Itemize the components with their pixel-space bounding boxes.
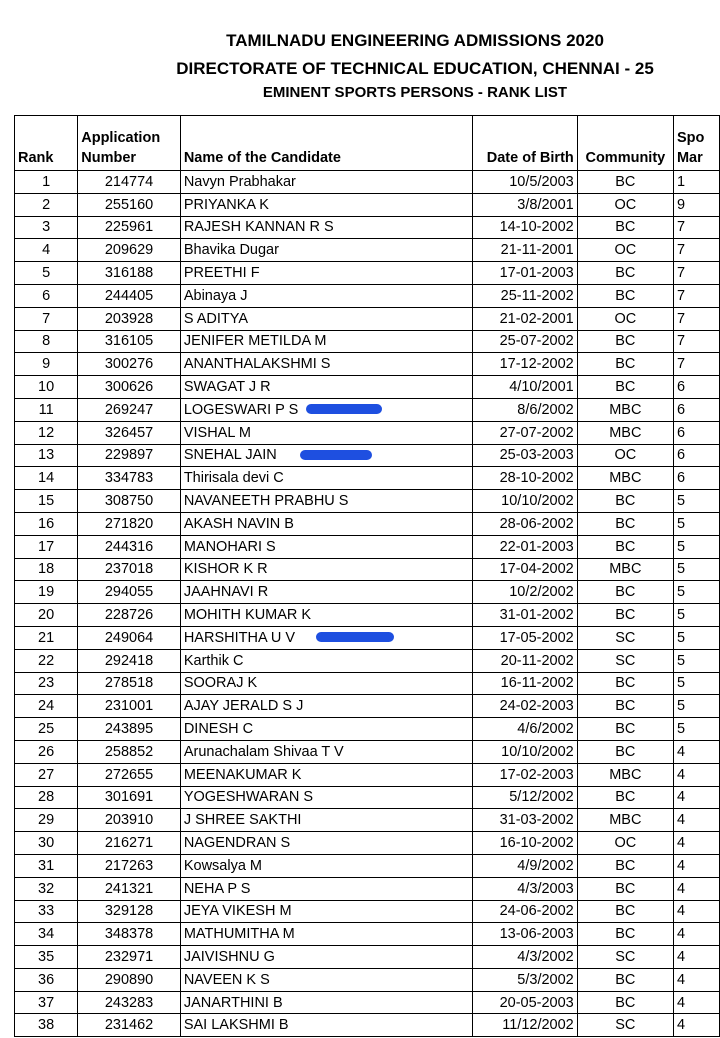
cell-sports-marks: 1	[673, 171, 719, 194]
cell-sports-marks: 5	[673, 558, 719, 581]
cell-rank: 32	[15, 877, 78, 900]
cell-date-of-birth: 11/12/2002	[472, 1014, 577, 1037]
cell-rank: 31	[15, 854, 78, 877]
cell-date-of-birth: 17-12-2002	[472, 353, 577, 376]
cell-date-of-birth: 17-04-2002	[472, 558, 577, 581]
cell-community: BC	[577, 718, 673, 741]
table-row	[15, 649, 720, 672]
cell-date-of-birth: 27-07-2002	[472, 421, 577, 444]
cell-candidate-name: DINESH C	[180, 718, 472, 741]
cell-application-number: 326457	[78, 421, 181, 444]
document-title: TAMILNADU ENGINEERING ADMISSIONS 2020	[226, 31, 604, 50]
cell-sports-marks: 4	[673, 786, 719, 809]
cell-community: BC	[577, 376, 673, 399]
cell-rank: 20	[15, 604, 78, 627]
cell-candidate-name: Arunachalam Shivaa T V	[180, 740, 472, 763]
table-row	[15, 991, 720, 1014]
table-row	[15, 968, 720, 991]
table-row	[15, 763, 720, 786]
cell-sports-marks: 9	[673, 193, 719, 216]
table-row	[15, 284, 720, 307]
cell-sports-marks: 5	[673, 718, 719, 741]
cell-rank: 28	[15, 786, 78, 809]
cell-rank: 11	[15, 398, 78, 421]
cell-sports-marks: 6	[673, 444, 719, 467]
cell-sports-marks: 4	[673, 991, 719, 1014]
table-row	[15, 923, 720, 946]
cell-community: BC	[577, 353, 673, 376]
cell-community: BC	[577, 740, 673, 763]
cell-candidate-name: Bhavika Dugar	[180, 239, 472, 262]
cell-rank: 10	[15, 376, 78, 399]
table-row	[15, 718, 720, 741]
cell-application-number: 249064	[78, 626, 181, 649]
cell-candidate-name: NAVANEETH PRABHU S	[180, 490, 472, 513]
cell-rank: 35	[15, 946, 78, 969]
cell-date-of-birth: 4/6/2002	[472, 718, 577, 741]
cell-candidate-name: YOGESHWARAN S	[180, 786, 472, 809]
cell-rank: 7	[15, 307, 78, 330]
cell-candidate-name: VISHAL M	[180, 421, 472, 444]
table-row	[15, 216, 720, 239]
cell-community: OC	[577, 832, 673, 855]
table-row	[15, 330, 720, 353]
cell-application-number: 316188	[78, 262, 181, 285]
col-rank-header: Rank	[15, 116, 78, 171]
cell-application-number: 329128	[78, 900, 181, 923]
cell-sports-marks: 4	[673, 923, 719, 946]
cell-sports-marks: 5	[673, 535, 719, 558]
table-row	[15, 512, 720, 535]
cell-community: SC	[577, 1014, 673, 1037]
cell-sports-marks: 5	[673, 581, 719, 604]
cell-rank: 23	[15, 672, 78, 695]
cell-date-of-birth: 5/12/2002	[472, 786, 577, 809]
cell-sports-marks: 7	[673, 330, 719, 353]
col-name-header: Name of the Candidate	[180, 116, 472, 171]
cell-rank: 5	[15, 262, 78, 285]
cell-application-number: 243283	[78, 991, 181, 1014]
cell-date-of-birth: 10/2/2002	[472, 581, 577, 604]
cell-candidate-name: HARSHITHA U V	[180, 626, 472, 649]
cell-candidate-name: SNEHAL JAIN	[180, 444, 472, 467]
cell-date-of-birth: 17-02-2003	[472, 763, 577, 786]
cell-rank: 8	[15, 330, 78, 353]
cell-candidate-name: ANANTHALAKSHMI S	[180, 353, 472, 376]
cell-community: MBC	[577, 421, 673, 444]
cell-date-of-birth: 16-10-2002	[472, 832, 577, 855]
cell-application-number: 214774	[78, 171, 181, 194]
cell-sports-marks: 4	[673, 740, 719, 763]
cell-application-number: 231001	[78, 695, 181, 718]
cell-date-of-birth: 16-11-2002	[472, 672, 577, 695]
cell-application-number: 272655	[78, 763, 181, 786]
table-row	[15, 946, 720, 969]
cell-rank: 2	[15, 193, 78, 216]
cell-candidate-name: MOHITH KUMAR K	[180, 604, 472, 627]
cell-date-of-birth: 4/3/2002	[472, 946, 577, 969]
cell-rank: 3	[15, 216, 78, 239]
cell-sports-marks: 5	[673, 490, 719, 513]
cell-rank: 14	[15, 467, 78, 490]
cell-sports-marks: 4	[673, 832, 719, 855]
col-dob-header: Date of Birth	[472, 116, 577, 171]
cell-application-number: 241321	[78, 877, 181, 900]
rank-list-table	[14, 115, 720, 1037]
cell-candidate-name: JANARTHINI B	[180, 991, 472, 1014]
cell-community: OC	[577, 307, 673, 330]
cell-date-of-birth: 10/10/2002	[472, 740, 577, 763]
table-row	[15, 740, 720, 763]
cell-application-number: 294055	[78, 581, 181, 604]
cell-community: BC	[577, 604, 673, 627]
cell-application-number: 231462	[78, 1014, 181, 1037]
cell-candidate-name: NAVEEN K S	[180, 968, 472, 991]
col-sports-line2: Mar	[676, 150, 703, 166]
table-row	[15, 854, 720, 877]
cell-sports-marks: 4	[673, 809, 719, 832]
cell-community: BC	[577, 854, 673, 877]
cell-candidate-name: AJAY JERALD S J	[180, 695, 472, 718]
cell-date-of-birth: 21-02-2001	[472, 307, 577, 330]
table-row	[15, 262, 720, 285]
table-row	[15, 604, 720, 627]
cell-candidate-name: Karthik C	[180, 649, 472, 672]
cell-date-of-birth: 3/8/2001	[472, 193, 577, 216]
cell-community: BC	[577, 968, 673, 991]
cell-sports-marks: 6	[673, 467, 719, 490]
cell-community: MBC	[577, 467, 673, 490]
cell-rank: 37	[15, 991, 78, 1014]
cell-date-of-birth: 10/5/2003	[472, 171, 577, 194]
cell-community: BC	[577, 877, 673, 900]
cell-date-of-birth: 28-06-2002	[472, 512, 577, 535]
col-sports-marks-header	[673, 116, 719, 171]
cell-community: BC	[577, 535, 673, 558]
cell-date-of-birth: 24-02-2003	[472, 695, 577, 718]
cell-rank: 38	[15, 1014, 78, 1037]
document-subtitle: DIRECTORATE OF TECHNICAL EDUCATION, CHENNAI - 25	[176, 59, 654, 78]
cell-date-of-birth: 4/9/2002	[472, 854, 577, 877]
cell-sports-marks: 5	[673, 649, 719, 672]
cell-sports-marks: 7	[673, 307, 719, 330]
cell-candidate-name: KISHOR K R	[180, 558, 472, 581]
pen-highlight-mark	[316, 632, 394, 642]
cell-community: BC	[577, 490, 673, 513]
table-row	[15, 535, 720, 558]
cell-rank: 24	[15, 695, 78, 718]
table-row	[15, 307, 720, 330]
cell-candidate-name: LOGESWARI P S	[180, 398, 472, 421]
cell-application-number: 232971	[78, 946, 181, 969]
cell-candidate-name: PREETHI F	[180, 262, 472, 285]
cell-sports-marks: 4	[673, 763, 719, 786]
table-row	[15, 581, 720, 604]
cell-community: OC	[577, 193, 673, 216]
cell-date-of-birth: 14-10-2002	[472, 216, 577, 239]
cell-rank: 13	[15, 444, 78, 467]
cell-application-number: 203928	[78, 307, 181, 330]
cell-date-of-birth: 28-10-2002	[472, 467, 577, 490]
cell-application-number: 300626	[78, 376, 181, 399]
cell-community: BC	[577, 262, 673, 285]
cell-rank: 17	[15, 535, 78, 558]
cell-application-number: 244316	[78, 535, 181, 558]
cell-date-of-birth: 25-03-2003	[472, 444, 577, 467]
cell-rank: 36	[15, 968, 78, 991]
cell-sports-marks: 4	[673, 946, 719, 969]
cell-rank: 22	[15, 649, 78, 672]
cell-sports-marks: 6	[673, 376, 719, 399]
cell-community: BC	[577, 330, 673, 353]
cell-sports-marks: 4	[673, 854, 719, 877]
cell-candidate-name: SOORAJ K	[180, 672, 472, 695]
cell-candidate-name: S ADITYA	[180, 307, 472, 330]
cell-application-number: 244405	[78, 284, 181, 307]
cell-application-number: 217263	[78, 854, 181, 877]
cell-rank: 29	[15, 809, 78, 832]
cell-candidate-name: NEHA P S	[180, 877, 472, 900]
cell-sports-marks: 4	[673, 1014, 719, 1037]
table-header-row	[15, 116, 720, 171]
cell-community: OC	[577, 444, 673, 467]
cell-community: SC	[577, 649, 673, 672]
cell-application-number: 229897	[78, 444, 181, 467]
pen-highlight-mark	[306, 404, 382, 414]
cell-sports-marks: 5	[673, 672, 719, 695]
cell-rank: 12	[15, 421, 78, 444]
cell-sports-marks: 5	[673, 512, 719, 535]
cell-community: MBC	[577, 809, 673, 832]
cell-sports-marks: 7	[673, 353, 719, 376]
table-row	[15, 467, 720, 490]
cell-date-of-birth: 31-01-2002	[472, 604, 577, 627]
cell-application-number: 209629	[78, 239, 181, 262]
list-title: EMINENT SPORTS PERSONS - RANK LIST	[262, 84, 568, 101]
table-row	[15, 421, 720, 444]
cell-rank: 9	[15, 353, 78, 376]
cell-community: BC	[577, 923, 673, 946]
cell-candidate-name: MEENAKUMAR K	[180, 763, 472, 786]
cell-date-of-birth: 25-07-2002	[472, 330, 577, 353]
cell-rank: 33	[15, 900, 78, 923]
cell-application-number: 290890	[78, 968, 181, 991]
cell-date-of-birth: 20-05-2003	[472, 991, 577, 1014]
cell-date-of-birth: 25-11-2002	[472, 284, 577, 307]
cell-community: BC	[577, 284, 673, 307]
cell-application-number: 228726	[78, 604, 181, 627]
pen-highlight-mark	[300, 450, 372, 460]
cell-community: BC	[577, 672, 673, 695]
table-row	[15, 558, 720, 581]
cell-candidate-name: JEYA VIKESH M	[180, 900, 472, 923]
col-application-line1: Application	[81, 130, 161, 146]
cell-community: BC	[577, 512, 673, 535]
cell-community: SC	[577, 946, 673, 969]
cell-application-number: 258852	[78, 740, 181, 763]
cell-candidate-name: RAJESH KANNAN R S	[180, 216, 472, 239]
cell-rank: 27	[15, 763, 78, 786]
cell-rank: 15	[15, 490, 78, 513]
cell-application-number: 308750	[78, 490, 181, 513]
table-row	[15, 900, 720, 923]
cell-application-number: 278518	[78, 672, 181, 695]
cell-rank: 4	[15, 239, 78, 262]
cell-sports-marks: 5	[673, 626, 719, 649]
cell-sports-marks: 7	[673, 216, 719, 239]
cell-community: MBC	[577, 763, 673, 786]
cell-date-of-birth: 17-05-2002	[472, 626, 577, 649]
cell-sports-marks: 6	[673, 398, 719, 421]
cell-application-number: 237018	[78, 558, 181, 581]
cell-rank: 25	[15, 718, 78, 741]
cell-application-number: 269247	[78, 398, 181, 421]
col-application-line2: Number	[81, 150, 137, 166]
table-row	[15, 239, 720, 262]
cell-application-number: 271820	[78, 512, 181, 535]
cell-application-number: 216271	[78, 832, 181, 855]
table-row	[15, 832, 720, 855]
cell-candidate-name: SWAGAT J R	[180, 376, 472, 399]
cell-rank: 18	[15, 558, 78, 581]
cell-rank: 19	[15, 581, 78, 604]
cell-community: BC	[577, 171, 673, 194]
cell-sports-marks: 5	[673, 604, 719, 627]
cell-date-of-birth: 5/3/2002	[472, 968, 577, 991]
cell-date-of-birth: 10/10/2002	[472, 490, 577, 513]
cell-date-of-birth: 4/10/2001	[472, 376, 577, 399]
table-row	[15, 809, 720, 832]
cell-date-of-birth: 22-01-2003	[472, 535, 577, 558]
cell-rank: 21	[15, 626, 78, 649]
table-row	[15, 353, 720, 376]
cell-application-number: 300276	[78, 353, 181, 376]
cell-community: OC	[577, 239, 673, 262]
cell-rank: 30	[15, 832, 78, 855]
cell-community: SC	[577, 626, 673, 649]
cell-date-of-birth: 4/3/2003	[472, 877, 577, 900]
cell-application-number: 203910	[78, 809, 181, 832]
cell-application-number: 243895	[78, 718, 181, 741]
table-row	[15, 1014, 720, 1037]
cell-candidate-name: J SHREE SAKTHI	[180, 809, 472, 832]
cell-community: BC	[577, 786, 673, 809]
table-row	[15, 376, 720, 399]
cell-candidate-name: MANOHARI S	[180, 535, 472, 558]
cell-candidate-name: AKASH NAVIN B	[180, 512, 472, 535]
cell-rank: 1	[15, 171, 78, 194]
cell-community: BC	[577, 581, 673, 604]
cell-application-number: 334783	[78, 467, 181, 490]
cell-date-of-birth: 8/6/2002	[472, 398, 577, 421]
cell-candidate-name: MATHUMITHA M	[180, 923, 472, 946]
col-community-header: Community	[577, 116, 673, 171]
cell-rank: 26	[15, 740, 78, 763]
cell-candidate-name: Abinaya J	[180, 284, 472, 307]
cell-candidate-name: JAAHNAVI R	[180, 581, 472, 604]
table-row	[15, 786, 720, 809]
cell-sports-marks: 5	[673, 695, 719, 718]
cell-application-number: 225961	[78, 216, 181, 239]
cell-application-number: 316105	[78, 330, 181, 353]
cell-application-number: 255160	[78, 193, 181, 216]
cell-date-of-birth: 21-11-2001	[472, 239, 577, 262]
cell-application-number: 301691	[78, 786, 181, 809]
cell-rank: 6	[15, 284, 78, 307]
cell-date-of-birth: 24-06-2002	[472, 900, 577, 923]
col-sports-line1: Spo	[676, 130, 705, 146]
cell-date-of-birth: 20-11-2002	[472, 649, 577, 672]
cell-rank: 34	[15, 923, 78, 946]
table-row	[15, 490, 720, 513]
table-row	[15, 193, 720, 216]
cell-candidate-name: Navyn Prabhakar	[180, 171, 472, 194]
cell-candidate-name: Kowsalya M	[180, 854, 472, 877]
cell-sports-marks: 6	[673, 421, 719, 444]
table-row	[15, 171, 720, 194]
cell-candidate-name: Thirisala devi C	[180, 467, 472, 490]
table-row	[15, 672, 720, 695]
cell-community: BC	[577, 900, 673, 923]
cell-community: BC	[577, 991, 673, 1014]
cell-community: BC	[577, 695, 673, 718]
cell-sports-marks: 7	[673, 284, 719, 307]
cell-community: BC	[577, 216, 673, 239]
cell-community: MBC	[577, 558, 673, 581]
cell-candidate-name: JAIVISHNU G	[180, 946, 472, 969]
cell-date-of-birth: 31-03-2002	[472, 809, 577, 832]
cell-rank: 16	[15, 512, 78, 535]
cell-candidate-name: PRIYANKA K	[180, 193, 472, 216]
cell-community: MBC	[577, 398, 673, 421]
cell-candidate-name: NAGENDRAN S	[180, 832, 472, 855]
cell-sports-marks: 4	[673, 900, 719, 923]
cell-sports-marks: 4	[673, 968, 719, 991]
cell-candidate-name: JENIFER METILDA M	[180, 330, 472, 353]
col-application-number-header	[78, 116, 181, 171]
table-row	[15, 695, 720, 718]
cell-date-of-birth: 13-06-2003	[472, 923, 577, 946]
cell-sports-marks: 7	[673, 239, 719, 262]
cell-date-of-birth: 17-01-2003	[472, 262, 577, 285]
cell-application-number: 292418	[78, 649, 181, 672]
cell-sports-marks: 7	[673, 262, 719, 285]
cell-candidate-name: SAI LAKSHMI B	[180, 1014, 472, 1037]
table-row	[15, 877, 720, 900]
cell-application-number: 348378	[78, 923, 181, 946]
cell-sports-marks: 4	[673, 877, 719, 900]
